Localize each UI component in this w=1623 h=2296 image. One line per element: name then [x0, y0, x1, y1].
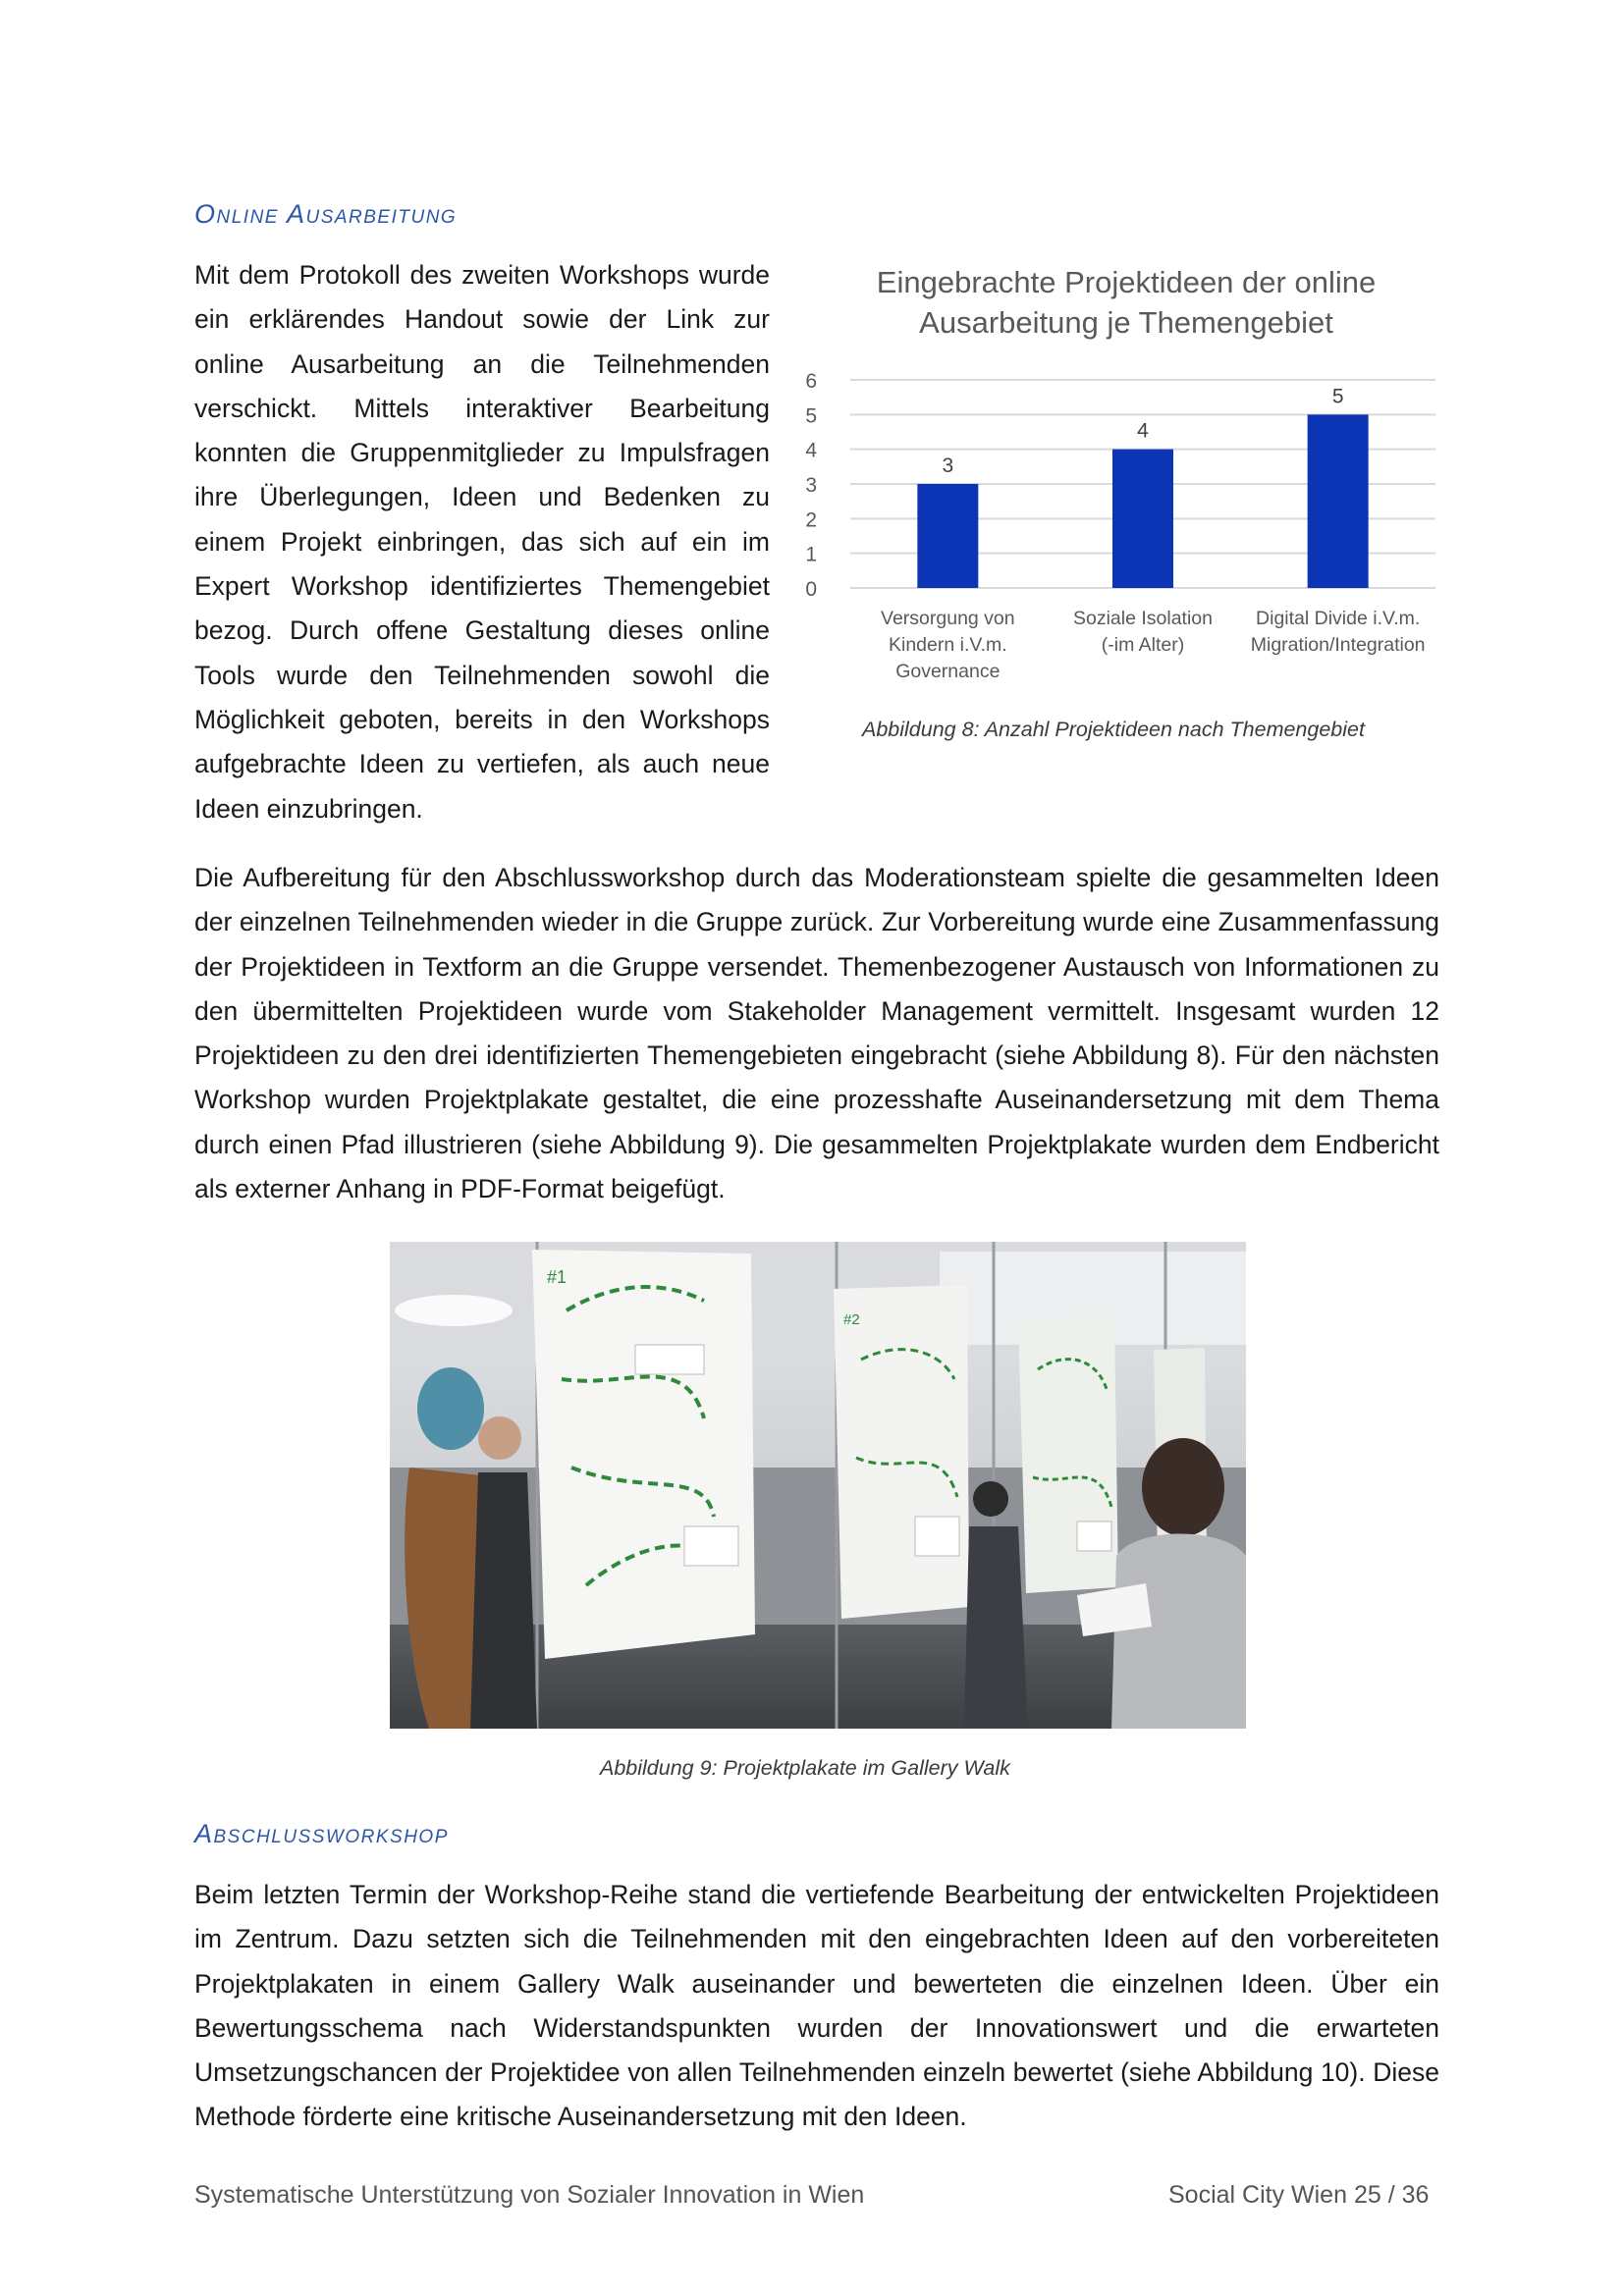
poster-1-label: #1: [547, 1267, 568, 1287]
section-heading-online-ausarbeitung: Online Ausarbeitung: [194, 199, 458, 229]
gallery-walk-photo: [390, 1242, 1246, 1729]
y-tick-label-3: 3: [805, 474, 817, 497]
y-tick-label-5: 5: [805, 404, 817, 428]
chart-title-line-1: Eingebrachte Projektideen der online: [876, 265, 1377, 299]
poster-2-label: #2: [843, 1311, 860, 1328]
y-tick-label-6: 6: [805, 370, 817, 393]
y-tick-label-4: 4: [805, 439, 817, 462]
data-label-1: 3: [942, 454, 954, 477]
intro-paragraph: Mit dem Protokoll des zweiten Workshops wurde ein erklärendes Handout sowie der Link zur online Ausarbeitung an die Teilnehmenden verschickt. Mittels interaktiver Bearbeitung konnten die Gruppenmitglieder zu Impulsfragen ihre Überlegungen, Ideen und Bedenken zu einem Projekt einbringen, das sich auf ein im Expert Workshop identifiziertes Themengebiet bezog. Durch offene Gestaltung dieses online Tools wurde den Teilnehmenden sowohl die Möglichkeit geboten, bereits in den Workshops aufgebrachte Ideen zu vertiefen, als auch neue Ideen einzubringen.: [194, 260, 770, 824]
data-label-3: 5: [1331, 385, 1344, 408]
body-paragraph-aufbereitung: Die Aufbereitung für den Abschlussworkshop durch das Moderationsteam spielte die gesammelten Ideen der einzelnen Teilnehmenden wieder in die Gruppe zurück. Zur Vorbereitung wurde eine Zusammenfassung der Projektideen in Textform an die Gruppe versendet. Themenbezogener Austausch von Informationen zu den übermittelten Projektideen wurde vom Stakeholder Management vermittelt. Insgesamt wurden 12 Projektideen zu den drei identifizierten Themengebieten eingebracht (siehe Abbildung 8). Für den nächsten Workshop wurden Projektplakate gestaltet, die eine prozesshafte Auseinandersetzung mit dem Thema durch einen Pfad illustrieren (siehe Abbildung 9). Die gesammelten Projektplakate wurden dem Endbericht als externer Anhang in PDF-Format beigefügt.: [194, 863, 1439, 1204]
x-tick-label-3-2: Migration/Integration: [1250, 634, 1426, 656]
bar-2: [1112, 450, 1173, 588]
figure-8-caption: Abbildung 8: Anzahl Projektideen nach Themengebiet: [862, 718, 1365, 741]
data-label-2: 4: [1137, 419, 1149, 443]
y-tick-label-0: 0: [805, 578, 817, 601]
x-tick-label-1-2: Kindern i.V.m.: [888, 634, 1007, 656]
bar-3: [1308, 414, 1369, 588]
body-paragraph-abschlussworkshop: Beim letzten Termin der Workshop-Reihe stand die vertiefende Bearbeitung der entwickelten Projektideen im Zentrum. Dazu setzten sich die Teilnehmenden mit den eingebrachten Ideen auf den vorbereiteten Projektplakaten in einem Gallery Walk auseinander und bewerteten die einzelnen Ideen. Über ein Bewertungsschema nach Widerstandspunkten wurden der Innovationswert und die erwarteten Umsetzungschancen der Projektidee von allen Teilnehmenden einzeln bewertet (siehe Abbildung 10). Diese Methode förderte eine kritische Auseinandersetzung mit den Ideen.: [194, 1880, 1439, 2132]
footer-right: Social City Wien 25 / 36: [1168, 2181, 1430, 2209]
section-heading-abschlussworkshop: Abschlussworkshop: [194, 1819, 449, 1848]
figure-9-caption: Abbildung 9: Projektplakate im Gallery Walk: [600, 1756, 1010, 1780]
x-tick-label-2-1: Soziale Isolation: [1072, 608, 1214, 629]
x-tick-label-2-2: (-im Alter): [1101, 634, 1185, 656]
y-tick-label-2: 2: [805, 508, 817, 532]
bar-1: [917, 484, 978, 588]
footer-left: Systematische Unterstützung von Sozialer Innovation in Wien: [194, 2181, 865, 2209]
y-tick-label-1: 1: [805, 543, 817, 566]
x-tick-label-1-3: Governance: [895, 661, 1001, 682]
chart-title-line-2: Ausarbeitung je Themengebiet: [919, 305, 1333, 340]
x-tick-label-1-1: Versorgung von: [881, 608, 1015, 629]
bar-chart-projektideen: [795, 255, 1453, 687]
x-tick-label-3-1: Digital Divide i.V.m.: [1256, 608, 1421, 629]
